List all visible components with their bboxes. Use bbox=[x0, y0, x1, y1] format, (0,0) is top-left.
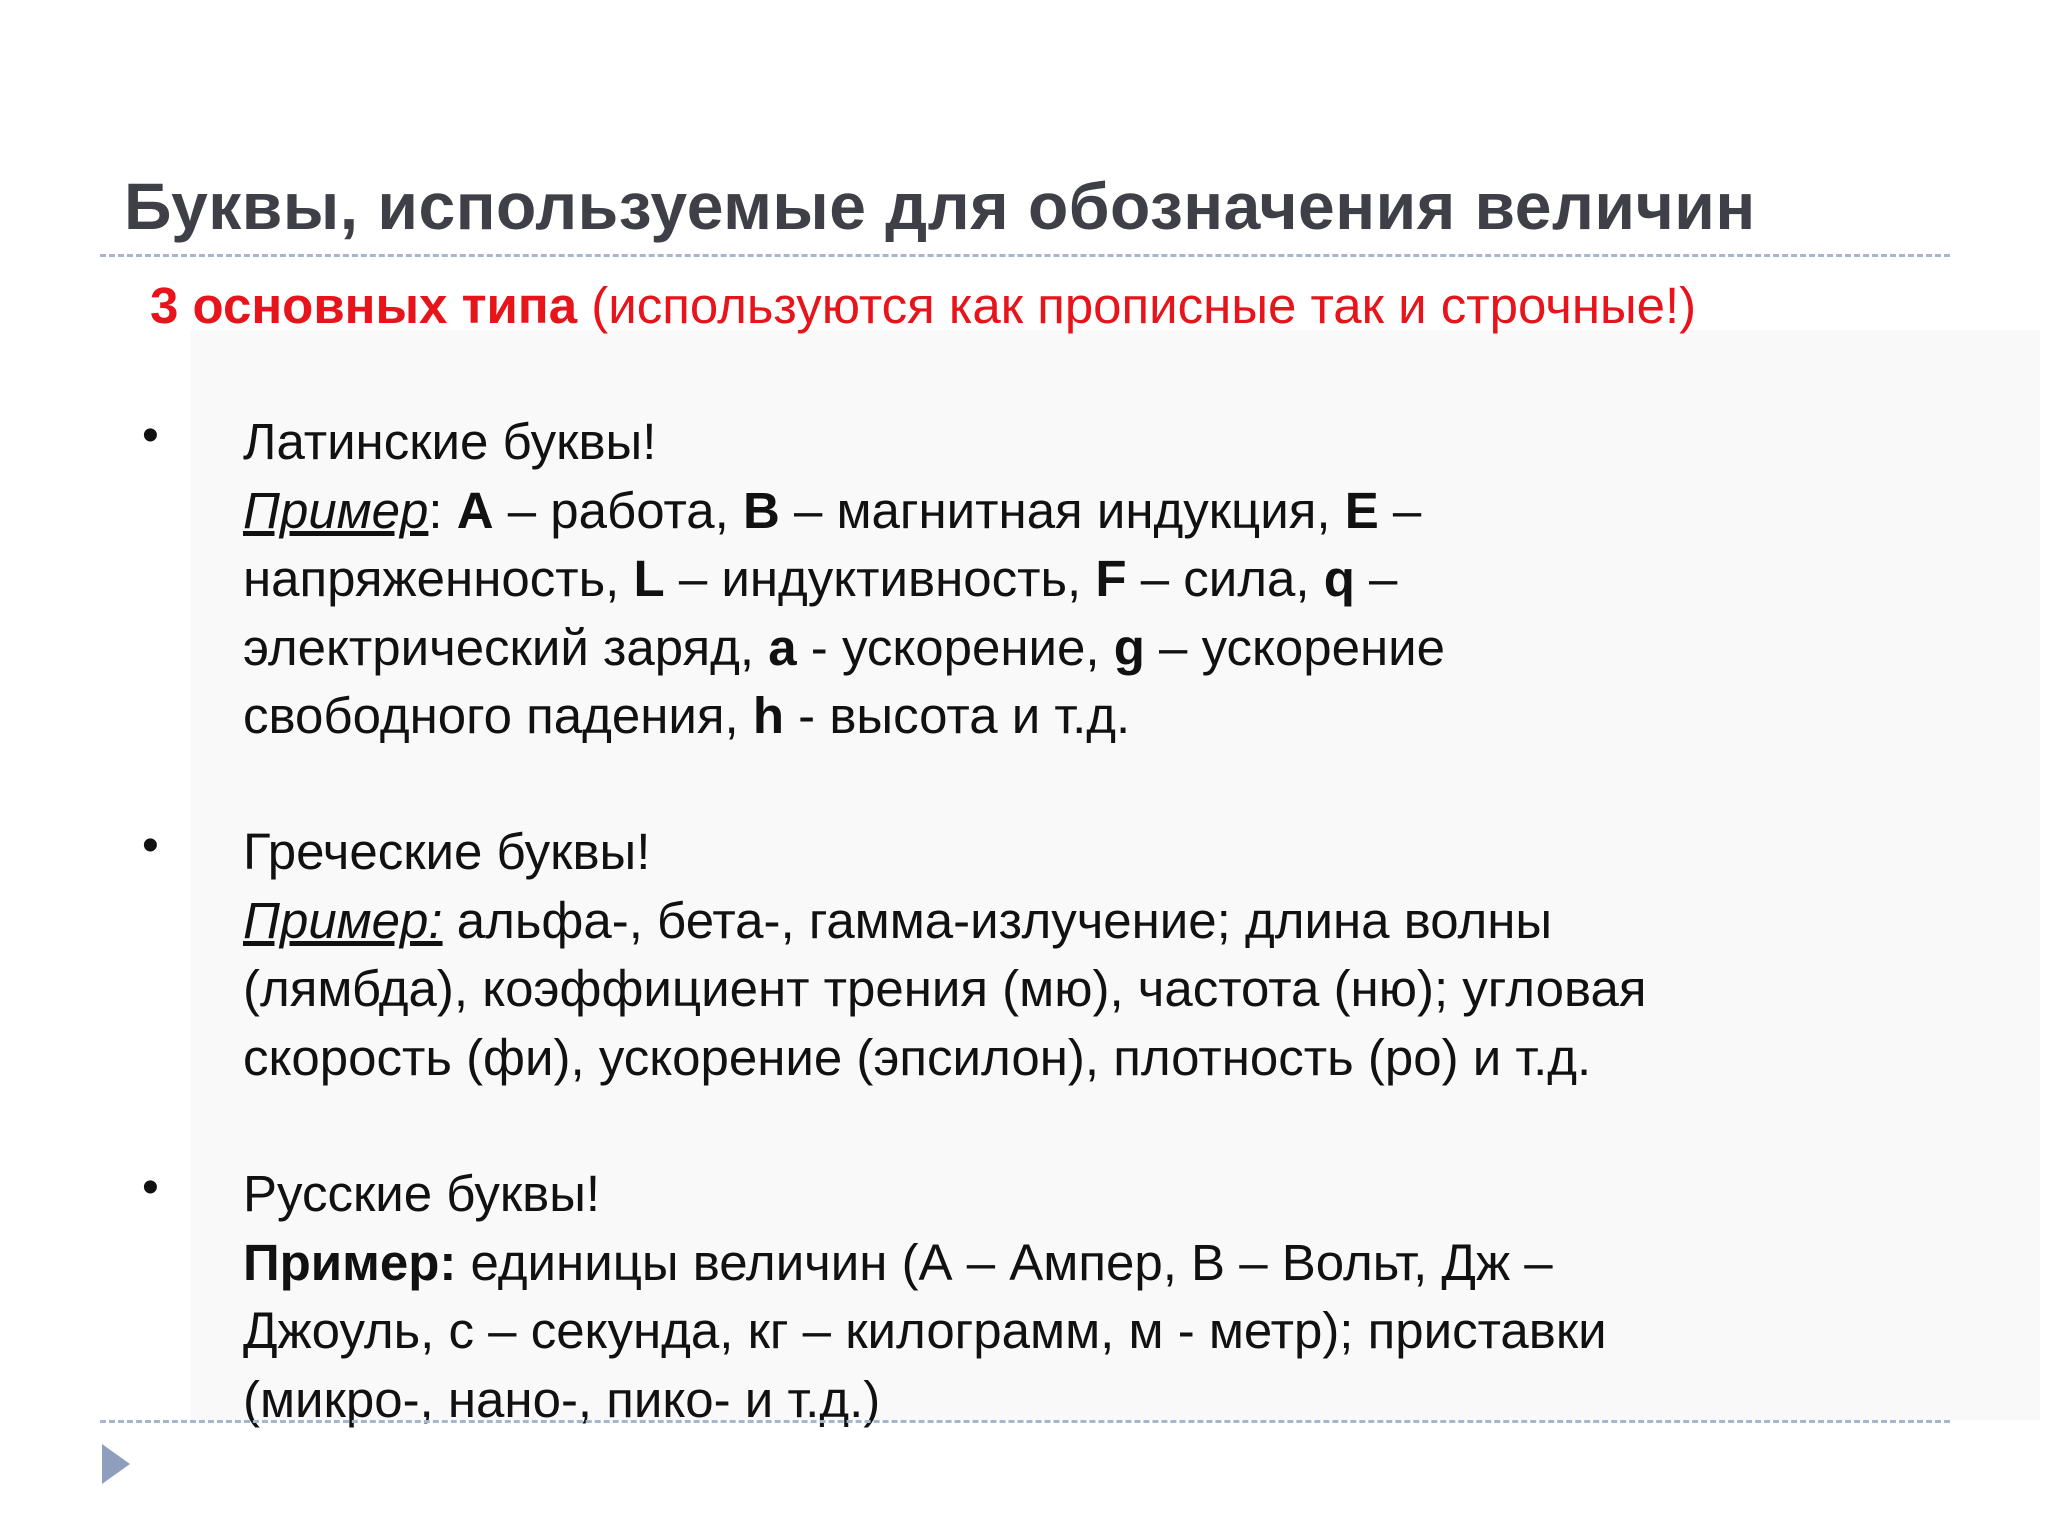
bullet-marker: • bbox=[142, 409, 159, 462]
item-line bbox=[243, 1229, 2023, 1298]
item-line: скорость (фи), ускорение (эпсилон), плотность (ро) и т.д. bbox=[243, 1028, 1592, 1086]
text-run: альфа-, бета-, гамма-излучение; длина волны bbox=[442, 891, 1553, 949]
subtitle-strong: 3 основных типа bbox=[150, 277, 578, 334]
footer-divider bbox=[100, 1420, 1950, 1423]
example-label: Пример bbox=[243, 481, 429, 539]
text-run: электрический заряд, bbox=[243, 618, 769, 676]
symbol-letter: E bbox=[1344, 481, 1379, 539]
text-run: – индуктивность, bbox=[664, 550, 1096, 607]
slide-title: Буквы, используемые для обозначения величин bbox=[124, 169, 1756, 243]
symbol-letter: L bbox=[633, 550, 665, 607]
item-line bbox=[243, 614, 2023, 683]
symbol-letter: a bbox=[768, 618, 797, 676]
symbol-letter: A bbox=[456, 481, 494, 539]
item-line: (лямбда), коэффициент трения (мю), частота (ню); угловая bbox=[243, 960, 1647, 1017]
symbol-letter: F bbox=[1095, 550, 1127, 607]
text-run: – bbox=[1378, 481, 1422, 539]
symbol-letter: B bbox=[742, 481, 780, 539]
bullet-marker: • bbox=[142, 819, 159, 872]
text-run: – ускорение bbox=[1144, 618, 1446, 676]
item-line: Джоуль, с – секунда, кг – килограмм, м - метр); приставки bbox=[243, 1302, 1607, 1359]
subtitle-rest: (используются как прописные так и строчные!) bbox=[577, 277, 1697, 334]
text-run: – работа, bbox=[493, 481, 743, 539]
list-item-latin bbox=[243, 408, 2023, 751]
item-heading: Латинские буквы! bbox=[243, 413, 657, 470]
item-line bbox=[243, 545, 2023, 614]
title-divider bbox=[100, 254, 1950, 257]
symbol-letter: h bbox=[752, 687, 785, 744]
text-run: - высота и т.д. bbox=[784, 687, 1131, 744]
text-run: свободного падения, bbox=[243, 687, 753, 744]
example-label: Пример: bbox=[243, 1233, 457, 1291]
text-run: – bbox=[1354, 550, 1398, 607]
text-run: единицы величин (А – Ампер, В – Вольт, Дж – bbox=[456, 1233, 1553, 1291]
item-heading: Греческие буквы! bbox=[243, 823, 651, 880]
text-run: – магнитная индукция, bbox=[779, 481, 1345, 539]
item-line bbox=[243, 887, 2023, 956]
symbol-letter: q bbox=[1323, 550, 1355, 607]
bullet-marker: • bbox=[142, 1161, 159, 1214]
item-line bbox=[243, 477, 2023, 546]
text-run: - ускорение, bbox=[796, 618, 1114, 676]
example-label: Пример: bbox=[243, 891, 443, 949]
slide-subtitle bbox=[150, 276, 1696, 335]
symbol-letter: g bbox=[1113, 618, 1145, 676]
item-line: (микро-, нано-, пико- и т.д.) bbox=[243, 1370, 881, 1428]
text-run: – сила, bbox=[1126, 550, 1324, 607]
item-heading: Русские буквы! bbox=[243, 1165, 601, 1222]
next-slide-arrow-icon[interactable] bbox=[102, 1444, 130, 1484]
text-run: : bbox=[428, 481, 457, 539]
item-line bbox=[243, 682, 2023, 751]
list-item-russian bbox=[243, 1160, 2023, 1434]
text-run: напряженность, bbox=[243, 550, 634, 607]
list-item-greek bbox=[243, 818, 2023, 1092]
